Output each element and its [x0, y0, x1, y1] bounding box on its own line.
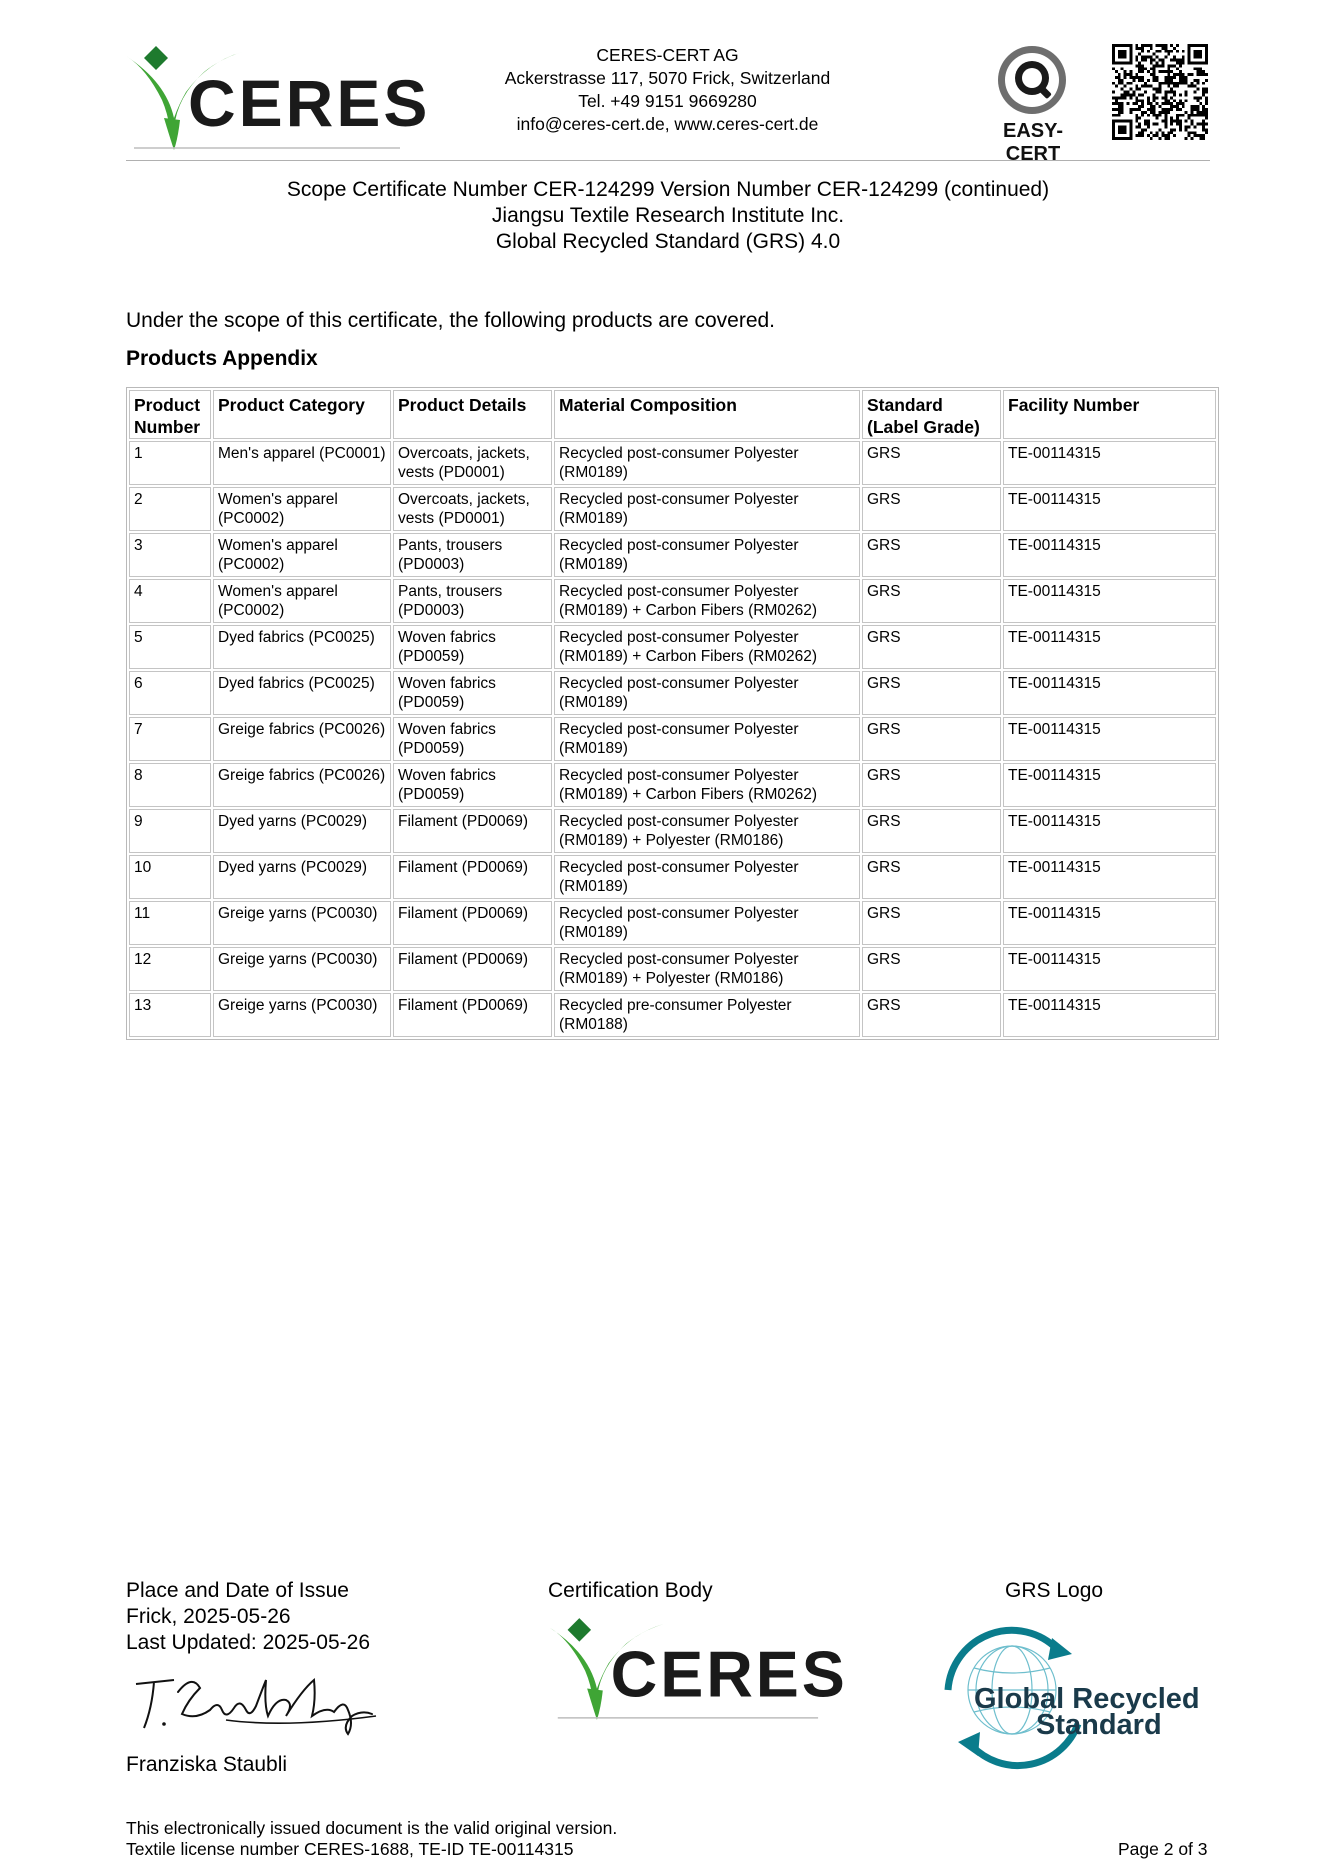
cell-composition: Recycled post-consumer Polyester (RM0189): [554, 717, 860, 761]
products-appendix-heading: Products Appendix: [126, 347, 318, 370]
cell-standard: GRS: [862, 579, 1001, 623]
svg-text:CERES: CERES: [610, 1638, 848, 1711]
cell-number: 5: [129, 625, 211, 669]
cell-standard: GRS: [862, 947, 1001, 991]
scope-intro-text: Under the scope of this certificate, the following products are covered.: [126, 309, 776, 332]
col-header-category: Product Category: [213, 390, 391, 439]
cell-details: Woven fabrics (PD0059): [393, 625, 552, 669]
cell-composition: Recycled post-consumer Polyester (RM0189): [554, 441, 860, 485]
cell-number: 12: [129, 947, 211, 991]
issuer-address: Ackerstrasse 117, 5070 Frick, Switzerland: [504, 68, 831, 88]
cell-facility: TE-00114315: [1003, 717, 1216, 761]
easy-cert-label: EASY-CERT: [1002, 120, 1064, 165]
cell-composition: Recycled post-consumer Polyester (RM0189): [554, 901, 860, 945]
cell-number: 3: [129, 533, 211, 577]
table-row: [129, 441, 1216, 485]
table-row: [129, 671, 1216, 715]
cell-facility: TE-00114315: [1003, 809, 1216, 853]
grs-logo: [928, 1628, 1200, 1763]
easy-cert-logo: [976, 42, 1090, 165]
cell-composition: Recycled pre-consumer Polyester (RM0188): [554, 993, 860, 1037]
cell-details: Pants, trousers (PD0003): [393, 579, 552, 623]
issuer-name: CERES-CERT AG: [596, 45, 739, 65]
table-row: [129, 947, 1216, 991]
products-table: [126, 387, 1219, 1040]
cell-details: Filament (PD0069): [393, 947, 552, 991]
cell-standard: GRS: [862, 901, 1001, 945]
cell-category: Greige fabrics (PC0026): [213, 763, 391, 807]
cell-facility: TE-00114315: [1003, 993, 1216, 1037]
certification-body-label: Certification Body: [548, 1579, 713, 1602]
table-row: [129, 717, 1216, 761]
cell-category: Dyed fabrics (PC0025): [213, 625, 391, 669]
cell-facility: TE-00114315: [1003, 441, 1216, 485]
table-row: [129, 487, 1216, 531]
cell-standard: GRS: [862, 487, 1001, 531]
cell-number: 6: [129, 671, 211, 715]
cell-composition: Recycled post-consumer Polyester (RM0189) + Polyester (RM0186): [554, 809, 860, 853]
license-note: Textile license number CERES-1688, TE-ID TE-00114315: [126, 1839, 574, 1859]
grs-logo-label: GRS Logo: [1005, 1579, 1104, 1602]
page-number: Page 2 of 3: [1118, 1839, 1208, 1859]
certificate-number-line: Scope Certificate Number CER-124299 Version Number CER-124299 (continued): [286, 178, 1050, 201]
cell-details: Filament (PD0069): [393, 901, 552, 945]
cell-category: Dyed yarns (PC0029): [213, 855, 391, 899]
cell-standard: GRS: [862, 441, 1001, 485]
cell-category: Greige fabrics (PC0026): [213, 717, 391, 761]
table-row: [129, 579, 1216, 623]
ceres-logo-header: [124, 42, 431, 157]
cell-category: Men's apparel (PC0001): [213, 441, 391, 485]
cell-standard: GRS: [862, 855, 1001, 899]
cell-composition: Recycled post-consumer Polyester (RM0189) + Carbon Fibers (RM0262): [554, 579, 860, 623]
cell-category: Women's apparel (PC0002): [213, 487, 391, 531]
cell-facility: TE-00114315: [1003, 625, 1216, 669]
header-divider: [126, 160, 1210, 161]
cell-number: 2: [129, 487, 211, 531]
cell-number: 9: [129, 809, 211, 853]
cell-facility: TE-00114315: [1003, 671, 1216, 715]
cell-standard: GRS: [862, 763, 1001, 807]
cell-category: Dyed yarns (PC0029): [213, 809, 391, 853]
issuer-contact: info@ceres-cert.de, www.ceres-cert.de: [516, 114, 819, 134]
cell-composition: Recycled post-consumer Polyester (RM0189) + Polyester (RM0186): [554, 947, 860, 991]
cell-details: Filament (PD0069): [393, 809, 552, 853]
svg-text:Global Recycled: Global Recycled: [974, 1683, 1200, 1715]
signature: [126, 1670, 386, 1745]
cell-facility: TE-00114315: [1003, 533, 1216, 577]
cell-composition: Recycled post-consumer Polyester (RM0189): [554, 671, 860, 715]
cell-standard: GRS: [862, 625, 1001, 669]
cell-number: 7: [129, 717, 211, 761]
cell-composition: Recycled post-consumer Polyester (RM0189): [554, 487, 860, 531]
cell-details: Overcoats, jackets, vests (PD0001): [393, 487, 552, 531]
cell-composition: Recycled post-consumer Polyester (RM0189) + Carbon Fibers (RM0262): [554, 763, 860, 807]
cell-category: Greige yarns (PC0030): [213, 901, 391, 945]
cell-composition: Recycled post-consumer Polyester (RM0189) + Carbon Fibers (RM0262): [554, 625, 860, 669]
table-row: [129, 809, 1216, 853]
last-updated: Last Updated: 2025-05-26: [126, 1631, 371, 1654]
svg-text:CERES: CERES: [188, 66, 431, 140]
cell-standard: GRS: [862, 533, 1001, 577]
table-row: [129, 901, 1216, 945]
col-header-standard: Standard (Label Grade): [862, 390, 1001, 439]
ceres-logo-footer: [548, 1614, 848, 1727]
cell-details: Woven fabrics (PD0059): [393, 763, 552, 807]
cell-category: Dyed fabrics (PC0025): [213, 671, 391, 715]
cell-facility: TE-00114315: [1003, 487, 1216, 531]
cell-details: Overcoats, jackets, vests (PD0001): [393, 441, 552, 485]
cell-number: 13: [129, 993, 211, 1037]
cell-facility: TE-00114315: [1003, 855, 1216, 899]
cell-standard: GRS: [862, 717, 1001, 761]
cell-details: Woven fabrics (PD0059): [393, 671, 552, 715]
table-row: [129, 625, 1216, 669]
cell-category: Greige yarns (PC0030): [213, 947, 391, 991]
table-row: [129, 533, 1216, 577]
cell-facility: TE-00114315: [1003, 947, 1216, 991]
cell-category: Women's apparel (PC0002): [213, 533, 391, 577]
place-date-label: Place and Date of Issue: [126, 1579, 349, 1602]
company-name: Jiangsu Textile Research Institute Inc.: [491, 204, 845, 227]
col-header-details: Product Details: [393, 390, 552, 439]
cell-composition: Recycled post-consumer Polyester (RM0189): [554, 855, 860, 899]
cell-details: Woven fabrics (PD0059): [393, 717, 552, 761]
svg-text:Standard: Standard: [1036, 1709, 1162, 1741]
cell-facility: TE-00114315: [1003, 763, 1216, 807]
cell-standard: GRS: [862, 993, 1001, 1037]
cell-facility: TE-00114315: [1003, 901, 1216, 945]
cell-details: Filament (PD0069): [393, 855, 552, 899]
table-row: [129, 993, 1216, 1037]
issuer-address-block: [480, 44, 855, 136]
cell-details: Pants, trousers (PD0003): [393, 533, 552, 577]
standard-name: Global Recycled Standard (GRS) 4.0: [495, 230, 841, 253]
cell-category: Women's apparel (PC0002): [213, 579, 391, 623]
table-row: [129, 763, 1216, 807]
cell-number: 10: [129, 855, 211, 899]
cell-standard: GRS: [862, 671, 1001, 715]
table-header-row: [129, 390, 1216, 439]
signer-name: Franziska Staubli: [126, 1753, 288, 1776]
col-header-facility: Facility Number: [1003, 390, 1216, 439]
cell-number: 11: [129, 901, 211, 945]
cell-facility: TE-00114315: [1003, 579, 1216, 623]
cell-category: Greige yarns (PC0030): [213, 993, 391, 1037]
qr-code[interactable]: [1112, 44, 1208, 145]
validity-note: This electronically issued document is the valid original version.: [126, 1818, 618, 1838]
table-row: [129, 855, 1216, 899]
cell-composition: Recycled post-consumer Polyester (RM0189): [554, 533, 860, 577]
cell-standard: GRS: [862, 809, 1001, 853]
issuer-phone: Tel. +49 9151 9669280: [578, 91, 757, 111]
cell-number: 8: [129, 763, 211, 807]
certificate-title-block: [126, 177, 1210, 255]
col-header-composition: Material Composition: [554, 390, 860, 439]
col-header-number: Product Number: [129, 390, 211, 439]
cell-number: 4: [129, 579, 211, 623]
cell-number: 1: [129, 441, 211, 485]
place-date-value: Frick, 2025-05-26: [126, 1605, 291, 1628]
cell-details: Filament (PD0069): [393, 993, 552, 1037]
